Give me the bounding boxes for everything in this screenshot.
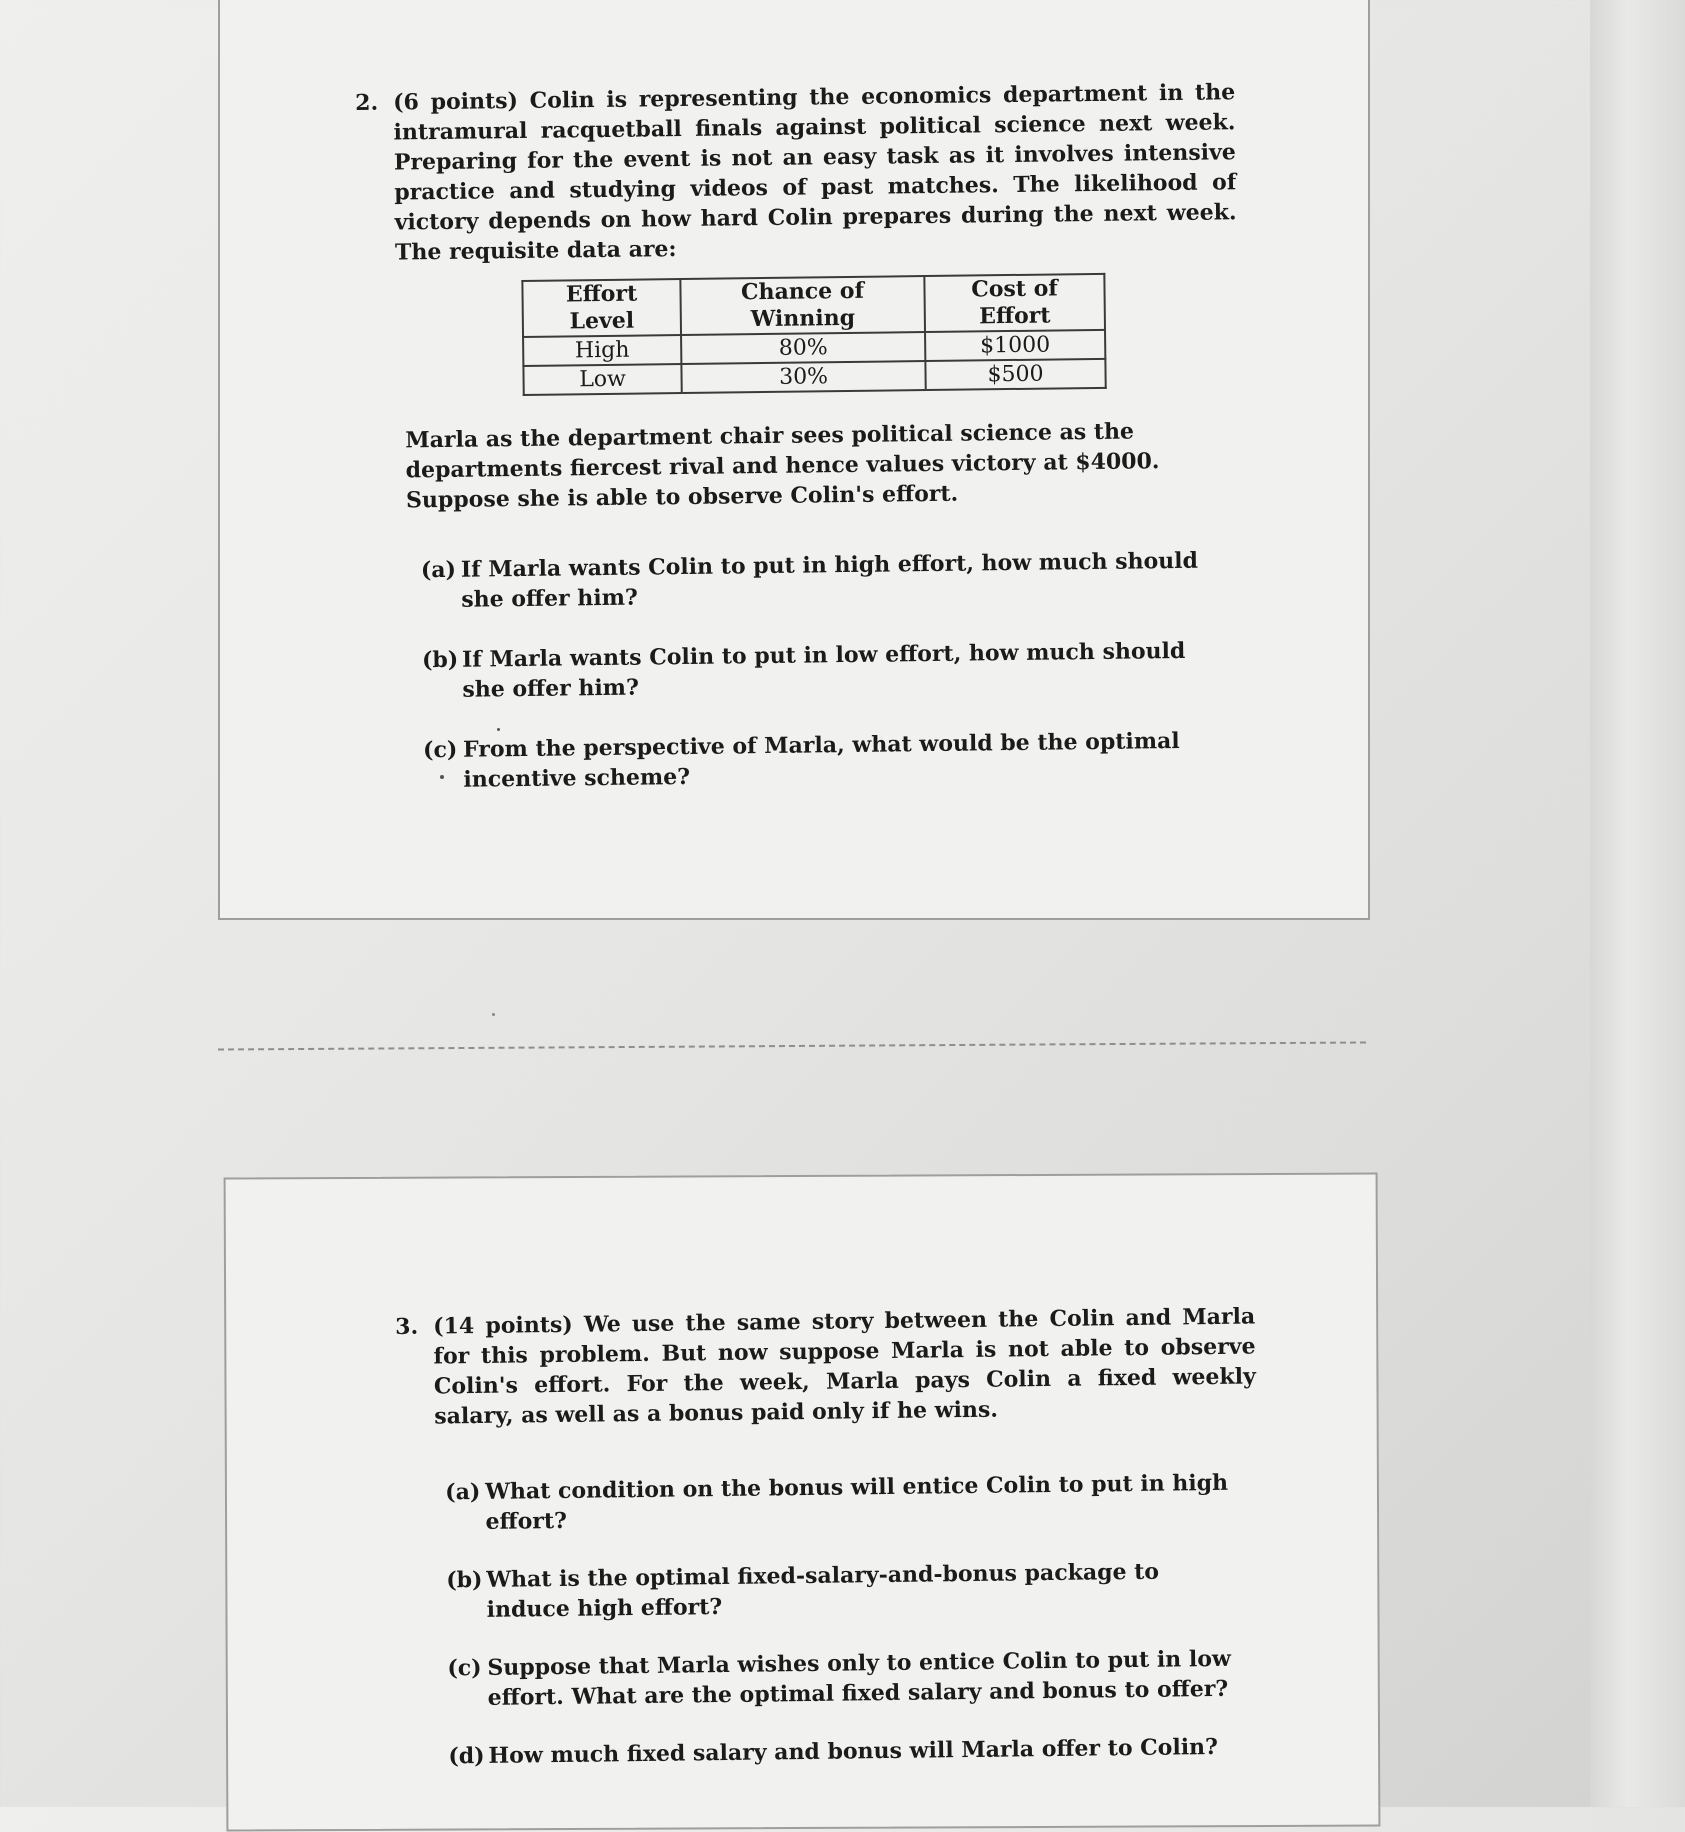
table-row <box>523 359 1105 395</box>
question-part <box>446 1556 1237 1626</box>
table-cell: $1000 <box>925 330 1105 361</box>
question-part <box>422 635 1223 705</box>
part-label: (b) <box>446 1566 483 1594</box>
paper-edge-background <box>1590 0 1685 1807</box>
question-intro: (6 points) Colin is representing the economics department in the intramural racquetball finals against political science next week. Preparing for the event is not an easy task as it involves intensive practice and studying videos of past matches. The likelihood of victory depends on how hard Colin prepares during the next week. The requisite data are: <box>393 79 1237 266</box>
question-number: 3. <box>395 1313 419 1340</box>
pencil-dot <box>492 1013 495 1016</box>
part-label: (a) <box>445 1478 481 1506</box>
part-text: How much fixed salary and bonus will Marla offer to Colin? <box>488 1733 1219 1769</box>
question-number: 2. <box>355 89 379 116</box>
part-label: (c) <box>447 1654 482 1682</box>
table-cell: 30% <box>681 361 925 393</box>
question-parts <box>445 1467 1261 1771</box>
question-intro: (14 points) We use the same story between the Colin and Marla for this problem. But now suppose Marla is not able to observe Colin's effort. For the week, Marla pays Colin a fixed weekly salary, as well as a bonus paid only if he wins. <box>433 1303 1257 1430</box>
question-3 <box>395 1301 1261 1799</box>
table-header-cell: Cost of Effort <box>924 274 1105 332</box>
table-cell: High <box>523 335 681 366</box>
table-header-cell: Chance of Winning <box>680 276 925 335</box>
table-header-cell: Effort Level <box>522 279 681 337</box>
table-cell: 80% <box>681 332 925 364</box>
part-text: What condition on the bonus will entice Colin to put in high effort? <box>485 1469 1229 1535</box>
dashed-cut-line <box>218 1041 1366 1050</box>
part-label: (b) <box>421 646 459 674</box>
part-label: (d) <box>448 1742 485 1770</box>
part-text: From the perspective of Marla, what would be the optimal incentive scheme? <box>462 727 1180 793</box>
question-part <box>448 1732 1238 1772</box>
part-text: If Marla wants Colin to put in high effort, how much should she offer him? <box>460 547 1199 613</box>
part-text: If Marla wants Colin to put in low effort, how much should she offer him? <box>461 637 1186 703</box>
table-header-row <box>522 274 1105 337</box>
part-label: (a) <box>420 556 457 584</box>
part-label: (c) <box>422 736 458 764</box>
question-2 <box>355 77 1244 826</box>
question-part <box>421 545 1222 615</box>
effort-data-table <box>521 273 1106 396</box>
question-paragraph: Marla as the department chair sees political science as the departments fiercest rival and hence values victory at $4000. Suppose she is able to observe Colin's effort. <box>405 418 1160 514</box>
question-parts <box>421 545 1244 795</box>
table-cell: $500 <box>925 359 1105 390</box>
part-text: Suppose that Marla wishes only to entice Colin to put in low effort. What are the optimal fixed salary and bonus to offer? <box>487 1645 1232 1711</box>
question-part <box>445 1468 1236 1538</box>
question-part <box>423 725 1224 795</box>
question-part <box>447 1644 1238 1714</box>
table-cell: Low <box>523 364 681 395</box>
part-text: What is the optimal fixed-salary-and-bonus package to induce high effort? <box>486 1558 1160 1623</box>
